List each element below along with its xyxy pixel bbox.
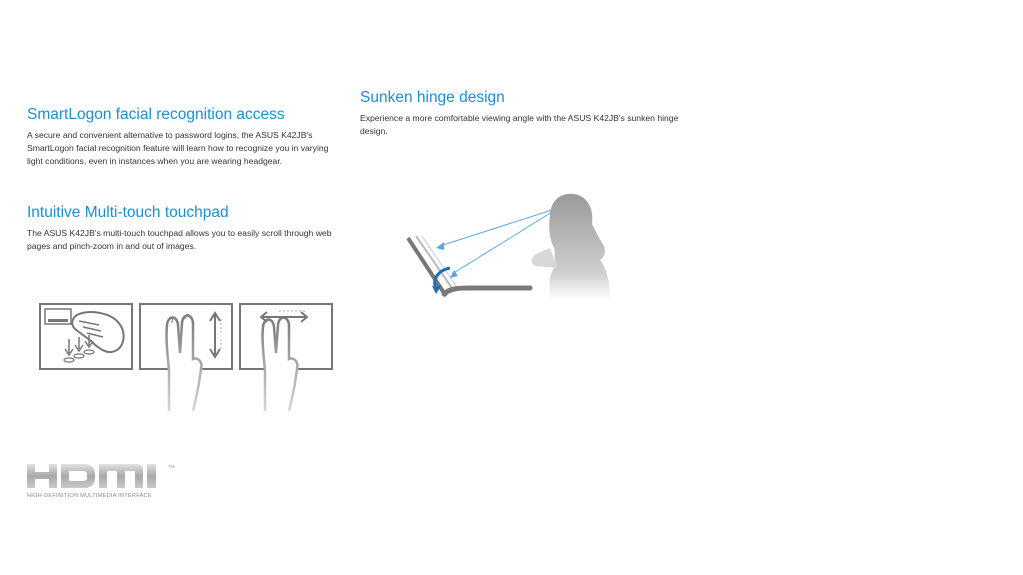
multitouch-description: The ASUS K42JB's multi-touch touchpad allows you to easily scroll through web pages and pinch-zoom in and out of images. xyxy=(27,227,332,251)
touchpad-gesture-illustrations xyxy=(39,303,334,411)
touchpad-tap-gesture-icon xyxy=(40,304,132,369)
hdmi-trademark: TM xyxy=(168,464,175,469)
hinge-section xyxy=(360,89,690,138)
smartlogon-heading: SmartLogon facial recognition access xyxy=(27,106,285,123)
hinge-heading: Sunken hinge design xyxy=(360,89,505,106)
hinge-description: Experience a more comfortable viewing angle with the ASUS K42JB's sunken hinge design. xyxy=(360,112,679,136)
hdmi-tagline: HIGH-DEFINITION MULTIMEDIA INTERFACE xyxy=(27,493,152,499)
multitouch-heading: Intuitive Multi-touch touchpad xyxy=(27,204,229,221)
smartlogon-description: A secure and convenient alternative to password logins, the ASUS K42JB's SmartLogon facial recognition feature will learn how to recognize you in varying light conditions, even in instances when you are wearing headgear. xyxy=(27,129,329,166)
smartlogon-section xyxy=(27,106,347,168)
multitouch-section xyxy=(27,204,347,253)
two-finger-swipe-gesture-icon xyxy=(240,304,332,411)
hinge-viewing-angle-illustration xyxy=(400,188,615,300)
two-finger-scroll-gesture-icon xyxy=(140,304,232,411)
